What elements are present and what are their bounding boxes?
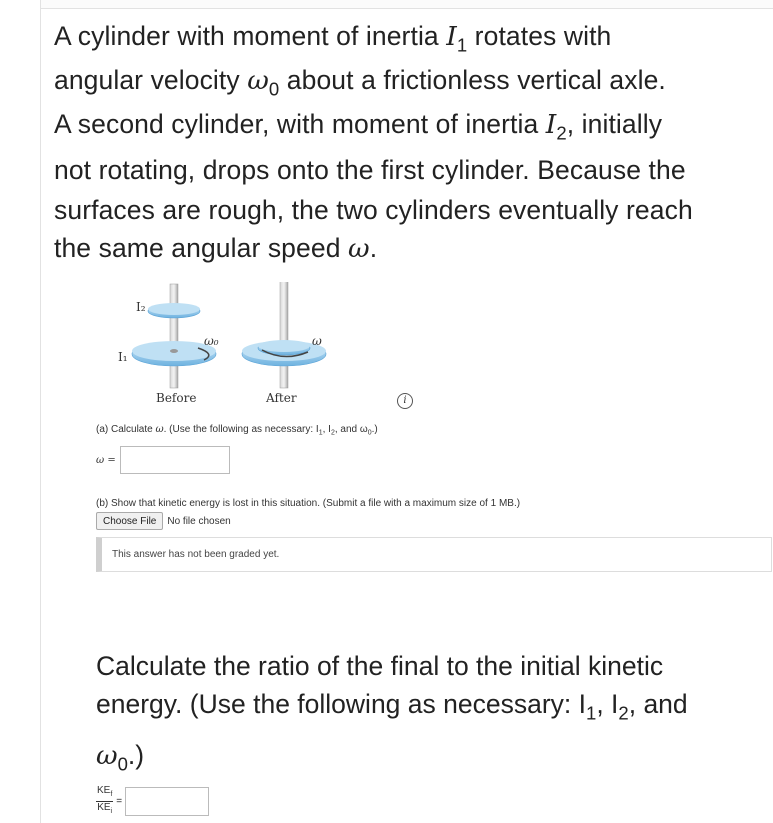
ke-ratio-answer-row xyxy=(96,785,209,818)
statement-line-5: surfaces are rough, the two cylinders eventually reach xyxy=(54,195,693,225)
part-a-prompt: (a) Calculate ω. (Use the following as necessary: $I_1$, $I_2$, and $\omega_0$.) xyxy=(96,424,378,437)
omega-answer-row xyxy=(96,446,230,474)
caption-before: Before xyxy=(156,391,197,405)
statement-line-4: not rotating, drops onto the first cylinder. Because the xyxy=(54,155,686,185)
cylinders-figure xyxy=(108,282,418,412)
part-b-prompt: (b) Show that kinetic energy is lost in this situation. (Submit a file with a maximum size of 1 MB.) xyxy=(96,498,521,509)
ke-ratio-input[interactable] xyxy=(125,787,209,816)
label-omega: ω xyxy=(312,334,322,348)
grading-status-text: This answer has not been graded yet. xyxy=(112,549,280,560)
ratio-question xyxy=(96,647,766,778)
statement-line-6: the same angular speed ω. xyxy=(54,233,378,264)
file-status: No file chosen xyxy=(167,515,231,527)
omega-label: ω = xyxy=(96,454,116,466)
omega-answer-input[interactable] xyxy=(120,446,230,474)
grading-status-box xyxy=(96,537,772,572)
ratio-line-3: $\omega_0$.) xyxy=(96,740,145,775)
label-i2: I₂ xyxy=(136,300,146,314)
ratio-line-1: Calculate the ratio of the final to the initial kinetic xyxy=(96,651,664,681)
statement-line-2: angular velocity $\omega_0$ about a frictionless vertical axle. xyxy=(54,65,666,100)
statement-line-3: A second cylinder, with moment of inertia $I_2$, initially xyxy=(54,109,663,144)
file-upload-row xyxy=(96,512,231,530)
cylinders-illustration xyxy=(108,282,418,412)
label-omega0: ω₀ xyxy=(204,334,219,348)
ke-ratio-fraction: $\frac{KE_f}{KE_i}$ xyxy=(97,785,113,815)
caption-after: After xyxy=(266,391,297,405)
ratio-line-2: energy. (Use the following as necessary: $I_1$, $I_2$, and xyxy=(96,689,688,724)
label-i1: I₁ xyxy=(118,350,128,364)
problem-statement xyxy=(54,14,764,270)
statement-line-1: A cylinder with moment of inertia $I_1$ rotates with xyxy=(54,21,612,56)
equals-sign: = xyxy=(116,796,123,807)
choose-file-button[interactable]: Choose File xyxy=(96,512,163,530)
info-icon[interactable]: i xyxy=(397,393,413,409)
